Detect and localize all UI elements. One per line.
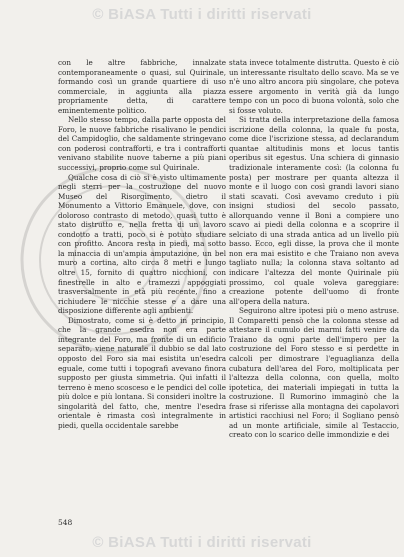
paragraph: stata invece totalmente distrutta. Questo è ciò un interessante risultato dello scavo. Ma se ve n'è uno altro ancora più singolare, che poteva essere argomento in verità già da lungo tempo con un poco di buona volontà, solo che si fosse voluto. [229, 58, 399, 115]
left-column [58, 58, 226, 430]
paragraph: Dimostrato, come si è detto in principio, che la grande esedra non era parte integrante del Foro, ma fronte di un edificio separato, viene naturale il dubbio se dal lato opposto del Foro sia mai esistita un'esedra eguale, come tutti i topografi avevano finora supposto per giusta simmetria. Qui infatti il terreno è meno scosceso e le pendici del colle più dolce e più lontana. Si consideri inoltre la singolarità del fatto, che, mentre l'esedra orientale è rimasta così integralmente in piedi, quella occidentale sarebbe [58, 315, 226, 430]
right-column [229, 58, 399, 440]
paragraph: Qualche cosa di ciò si è visto ultimamente negli sterri per la costruzione del nuovo Museo del Risorgimento, dietro il Monumento a Vittorio Emanuele, dove, con doloroso contrasto di metodo, quasi tutto è stato distrutto e, nella fretta di un lavoro condotto a tratti, poco si è potuto studiare con profitto. Ancora resta in piedi, ma sotto la minaccia di un'ampia amputazione, un bel muro a cortina, alto circa 8 metri e lungo oltre 15, fornito di quattro nicchioni, con finestrelle in alto e tramezzi appoggiati trasversalmente in età più recente, fino a richiudere le nicchie stesse e a dare una disposizione differente agli ambienti. [58, 172, 226, 316]
watermark-bottom: © BiASA Tutti i diritti riservati [92, 534, 312, 551]
paragraph: con le altre fabbriche, innalzate contemporaneamente o quasi, sul Quirinale, formando così un grande quartiere di uso commerciale, in aggiunta alla piazza propriamente detta, di carattere eminentemente politico. [58, 58, 226, 115]
paragraph: Nello stesso tempo, dalla parte opposta del Foro, le nuove fabbriche risalivano le pendici del Campidoglio, che saldamente stringevano con poderosi contrafforti, e tra i contrafforti venivano stabilite nuove taberne a più piani successivi, proprio come sul Quirinale. [58, 115, 226, 173]
page-number: 548 [58, 518, 73, 527]
paragraph: Seguirono altre ipotesi più o meno astruse. Il Comparetti pensò che la colonna stesse ad attestare il cumulo dei marmi fatti venire da Traiano da ogni parte dell'impero per la costruzione del Foro stesso e si perdette in calcoli per dimostrare l'eguaglianza della cubatura dell'area del Foro, moltiplicata per l'altezza della colonna, con quella, molto ipotetica, dei materiali impiegati in tutta la costruzione. Il Rumorino immaginò che la frase si riferisse alla montagna dei capolavori artistici racchiusi nel Foro; il Sogliano pensò ad un monte artificiale, simile al Testaccio, creato con lo scarico delle immondizie e dei [229, 306, 399, 440]
watermark-top: © BiASA Tutti i diritti riservati [92, 6, 312, 23]
paragraph: Si tratta della interpretazione della famosa iscrizione della colonna, la quale fu posta, come dice l'iscrizione stessa, ad declarandum quantae altitudinis mons et locus tantis operibus sit egestus. Una schiera di ginnasio tradizionale interamente così: (la colonna fu posta) per mostrare per quanta altezza il monte e il luogo con così grandi lavori siano stati scavati. Così avevamo creduto i più insigni studiosi del secolo passato, allorquando venne il Boni a compiere uno scavo ai piedi della colonna e a scoprire il selciato di una strada antica ad un livello più basso. Ecco, egli disse, la prova che il monte non era mai esistito e che Traiano non aveva tagliato nulla; la colonna stava soltanto ad indicare l'altezza del monte Quirinale più prossimo, col quale voleva gareggiare: creazione potente dell'uomo di fronte all'opera della natura. [229, 115, 399, 306]
